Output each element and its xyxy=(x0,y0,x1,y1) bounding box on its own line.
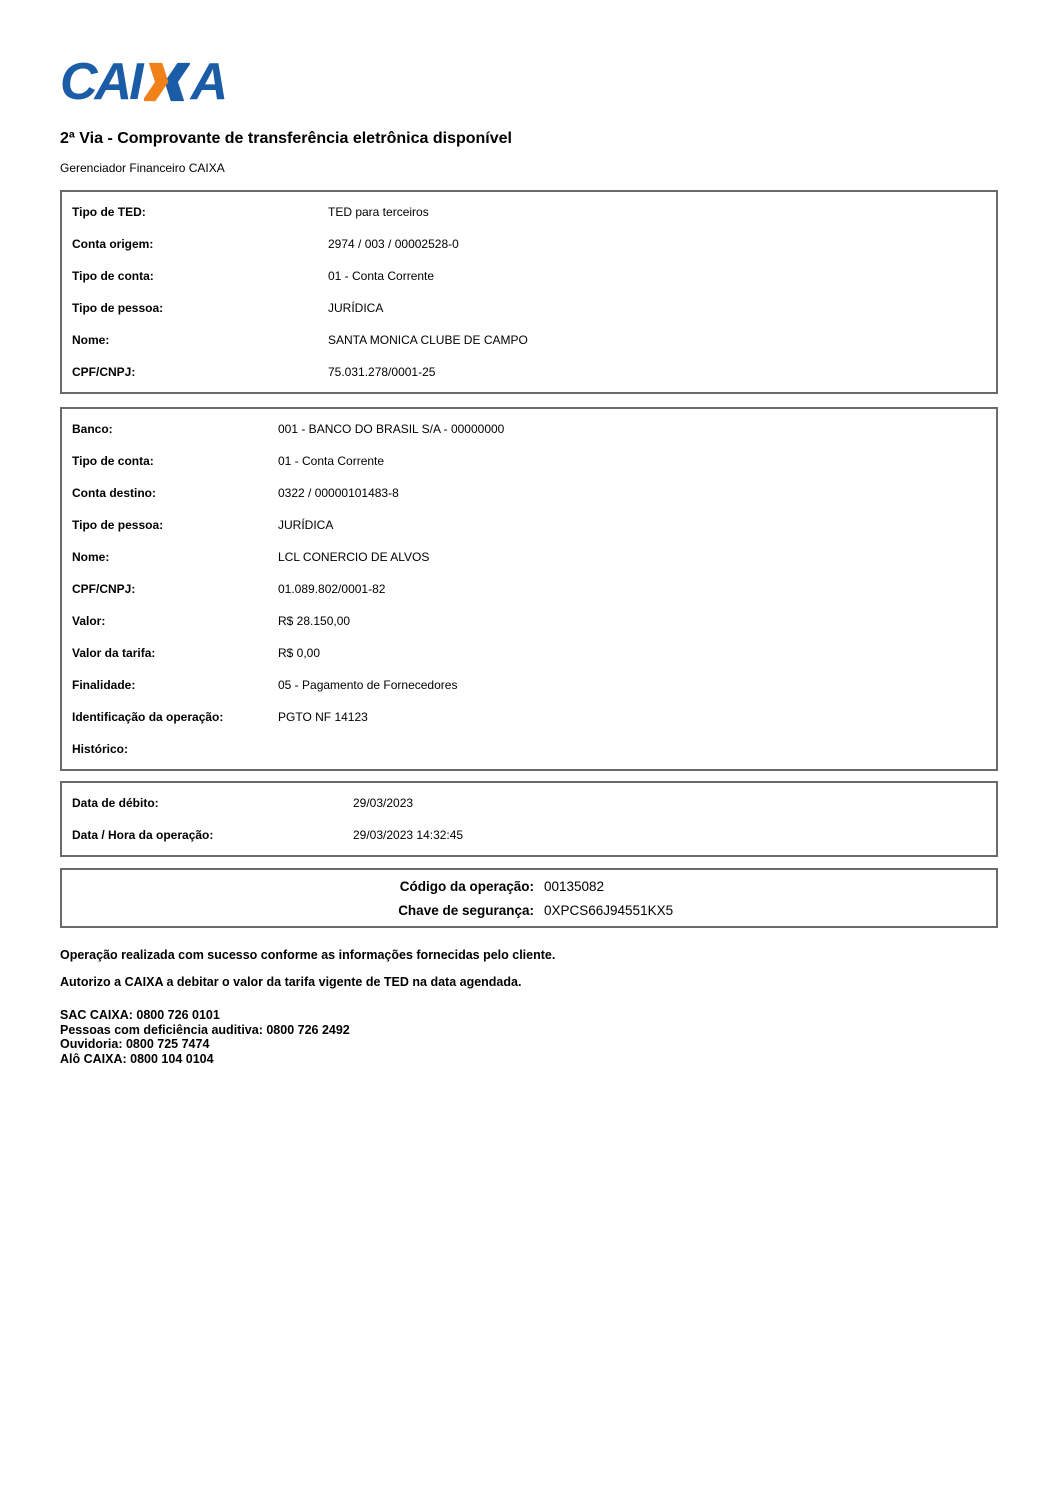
operation-code-box xyxy=(60,868,998,928)
field-value: PGTO NF 14123 xyxy=(278,710,368,724)
success-note: Operação realizada com sucesso conforme as informações fornecidas pelo cliente. xyxy=(60,948,556,962)
field-value: 01 - Conta Corrente xyxy=(278,454,385,468)
field-value: 29/03/2023 xyxy=(353,796,414,810)
field-row-tipo-conta-destino xyxy=(72,445,986,477)
field-row-finalidade xyxy=(72,669,986,701)
dates-box xyxy=(60,781,998,857)
field-value: 29/03/2023 14:32:45 xyxy=(353,828,464,842)
field-value: 75.031.278/0001-25 xyxy=(328,365,436,379)
field-value: SANTA MONICA CLUBE DE CAMPO xyxy=(328,333,528,347)
field-label: CPF/CNPJ: xyxy=(72,365,136,379)
field-row-cpf-cnpj-origem xyxy=(72,356,986,388)
field-row-valor xyxy=(72,605,986,637)
field-row-historico xyxy=(72,733,986,765)
field-value: 00135082 xyxy=(544,878,605,894)
field-value: 05 - Pagamento de Fornecedores xyxy=(278,678,458,692)
authorization-note: Autorizo a CAIXA a debitar o valor da tarifa vigente de TED na data agendada. xyxy=(60,975,522,989)
field-row-data-debito xyxy=(72,787,986,819)
field-label: Código da operação: xyxy=(399,878,534,894)
field-label: Histórico: xyxy=(72,742,129,756)
caixa-x-icon xyxy=(144,61,190,103)
field-value: 0XPCS66J94551KX5 xyxy=(544,902,674,918)
field-label: Data / Hora da operação: xyxy=(72,828,214,842)
field-label: Tipo de pessoa: xyxy=(72,518,164,532)
caixa-logo-letters-right: A xyxy=(190,53,226,111)
field-row-identificacao xyxy=(72,701,986,733)
field-label: Valor: xyxy=(72,614,106,628)
field-row-conta-destino xyxy=(72,477,986,509)
field-value: R$ 28.150,00 xyxy=(278,614,351,628)
field-label: CPF/CNPJ: xyxy=(72,582,136,596)
field-label: Tipo de conta: xyxy=(72,454,154,468)
field-row-valor-tarifa xyxy=(72,637,986,669)
field-value: 001 - BANCO DO BRASIL S/A - 00000000 xyxy=(278,422,505,436)
field-label: Finalidade: xyxy=(72,678,136,692)
field-label: Tipo de conta: xyxy=(72,269,154,283)
contact-line-sac: SAC CAIXA: 0800 726 0101 xyxy=(60,1008,220,1022)
page-subtitle: Gerenciador Financeiro CAIXA xyxy=(60,161,225,175)
field-label: Chave de segurança: xyxy=(398,902,534,918)
field-row-tipo-ted xyxy=(72,196,986,228)
contact-info-block xyxy=(60,1008,998,1066)
field-row-tipo-pessoa-destino xyxy=(72,509,986,541)
field-row-nome-origem xyxy=(72,324,986,356)
contact-line-ouvidoria: Ouvidoria: 0800 725 7474 xyxy=(60,1037,210,1051)
destination-account-box xyxy=(60,407,998,771)
field-label: Valor da tarifa: xyxy=(72,646,156,660)
field-label: Tipo de TED: xyxy=(72,205,146,219)
field-row-tipo-pessoa-origem xyxy=(72,292,986,324)
caixa-logo xyxy=(60,53,998,111)
field-value: 01.089.802/0001-82 xyxy=(278,582,386,596)
field-label: Data de débito: xyxy=(72,796,159,810)
field-row-conta-origem xyxy=(72,228,986,260)
field-row-nome-destino xyxy=(72,541,986,573)
field-value: JURÍDICA xyxy=(278,518,334,532)
field-value: TED para terceiros xyxy=(328,205,429,219)
field-row-banco xyxy=(72,413,986,445)
origin-account-box xyxy=(60,190,998,394)
field-label: Conta origem: xyxy=(72,237,154,251)
field-value: 01 - Conta Corrente xyxy=(328,269,435,283)
field-value: LCL CONERCIO DE ALVOS xyxy=(278,550,430,564)
caixa-logo-letters-left: CAI xyxy=(60,53,141,111)
contact-line-deficiencia-auditiva: Pessoas com deficiência auditiva: 0800 726 2492 xyxy=(60,1022,350,1037)
field-row-chave-seguranca xyxy=(72,898,986,922)
field-value: JURÍDICA xyxy=(328,301,384,315)
field-value: R$ 0,00 xyxy=(278,646,321,660)
contact-line-alo-caixa: Alô CAIXA: 0800 104 0104 xyxy=(60,1051,214,1066)
field-row-data-hora-operacao xyxy=(72,819,986,851)
field-row-tipo-conta-origem xyxy=(72,260,986,292)
field-label: Tipo de pessoa: xyxy=(72,301,164,315)
field-label: Conta destino: xyxy=(72,486,156,500)
field-label: Banco: xyxy=(72,422,113,436)
field-value: 2974 / 003 / 00002528-0 xyxy=(328,237,459,251)
field-label: Nome: xyxy=(72,333,110,347)
field-label: Nome: xyxy=(72,550,110,564)
field-row-codigo-operacao xyxy=(72,874,986,898)
field-value: 0322 / 00000101483-8 xyxy=(278,486,399,500)
page-title: 2ª Via - Comprovante de transferência eletrônica disponível xyxy=(60,130,512,147)
field-row-cpf-cnpj-destino xyxy=(72,573,986,605)
field-label: Identificação da operação: xyxy=(72,710,224,724)
